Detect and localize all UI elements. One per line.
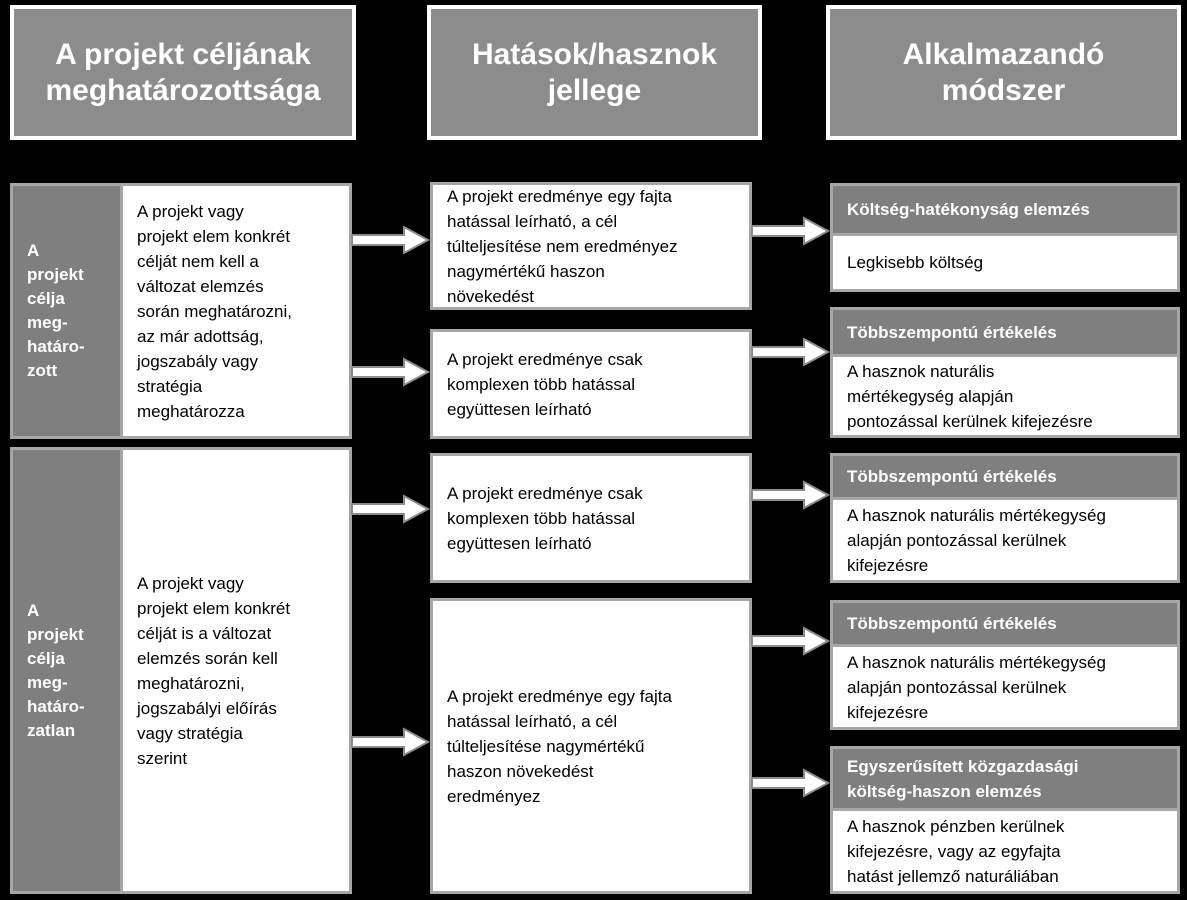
method-body: A hasznok pénzben kerülnek kifejezésre, vagy az egyfajta hatást jellemző naturáliában — [847, 816, 1065, 886]
method-title: Többszempontú értékelés — [833, 603, 1177, 647]
arrow-right-icon — [352, 359, 428, 385]
arrow-right-icon — [752, 628, 828, 654]
goal-defined-label: A projekt célja meg- határo- zott — [13, 186, 123, 436]
arrow-right-icon — [352, 227, 428, 253]
arrow-right-icon — [352, 729, 428, 755]
method-body: A hasznok naturális mértékegység alapján pontozással kerülnek kifejezésre — [847, 505, 1106, 575]
method-title: Költség-hatékonyság elemzés — [833, 186, 1177, 236]
goal-undefined-description: A projekt vagy projekt elem konkrét célját is a változat elemzés során kell meghatározni, jogszabályi előírás vagy stratégia szerint — [137, 573, 291, 768]
method-title: Többszempontú értékelés — [833, 310, 1177, 357]
effect-box-1: A projekt eredménye egy fajta hatással leírható, a cél túlteljesítése nem eredményez nagymértékű haszon növekedést — [430, 182, 752, 310]
effect-box-3: A projekt eredménye csak komplexen több hatással együttesen leírható — [430, 453, 752, 583]
effect-box-2: A projekt eredménye csak komplexen több hatással együttesen leírható — [430, 329, 752, 439]
arrow-right-icon — [752, 770, 828, 796]
arrow-right-icon — [752, 482, 828, 508]
header-method: Alkalmazandó módszer — [826, 5, 1181, 140]
effect-box-4: A projekt eredménye egy fajta hatással leírható, a cél túlteljesítése nagymértékű haszon növekedést eredményez — [430, 598, 752, 894]
arrow-right-icon — [352, 496, 428, 522]
goal-undefined-label: A projekt célja meg- határo- zatlan — [13, 450, 123, 891]
method-title: Egyszerűsített közgazdasági költség-haszon elemzés — [833, 749, 1177, 811]
arrow-right-icon — [752, 339, 828, 365]
goal-defined-description: A projekt vagy projekt elem konkrét célját nem kell a változat elemzés során meghatározni, az már adottság, jogszabály vagy stratégia meghatározza — [137, 201, 292, 421]
method-body: Legkisebb költség — [847, 253, 984, 272]
header-effect-nature: Hatások/hasznok jellege — [427, 5, 762, 140]
method-body: A hasznok naturális mértékegység alapján pontozással kerülnek kifejezésre — [847, 361, 1093, 431]
arrow-right-icon — [752, 218, 828, 244]
method-body: A hasznok naturális mértékegység alapján pontozással kerülnek kifejezésre — [847, 652, 1106, 722]
header-goal-definedness: A projekt céljának meghatározottsága — [10, 5, 356, 140]
method-title: Többszempontú értékelés — [833, 456, 1177, 500]
